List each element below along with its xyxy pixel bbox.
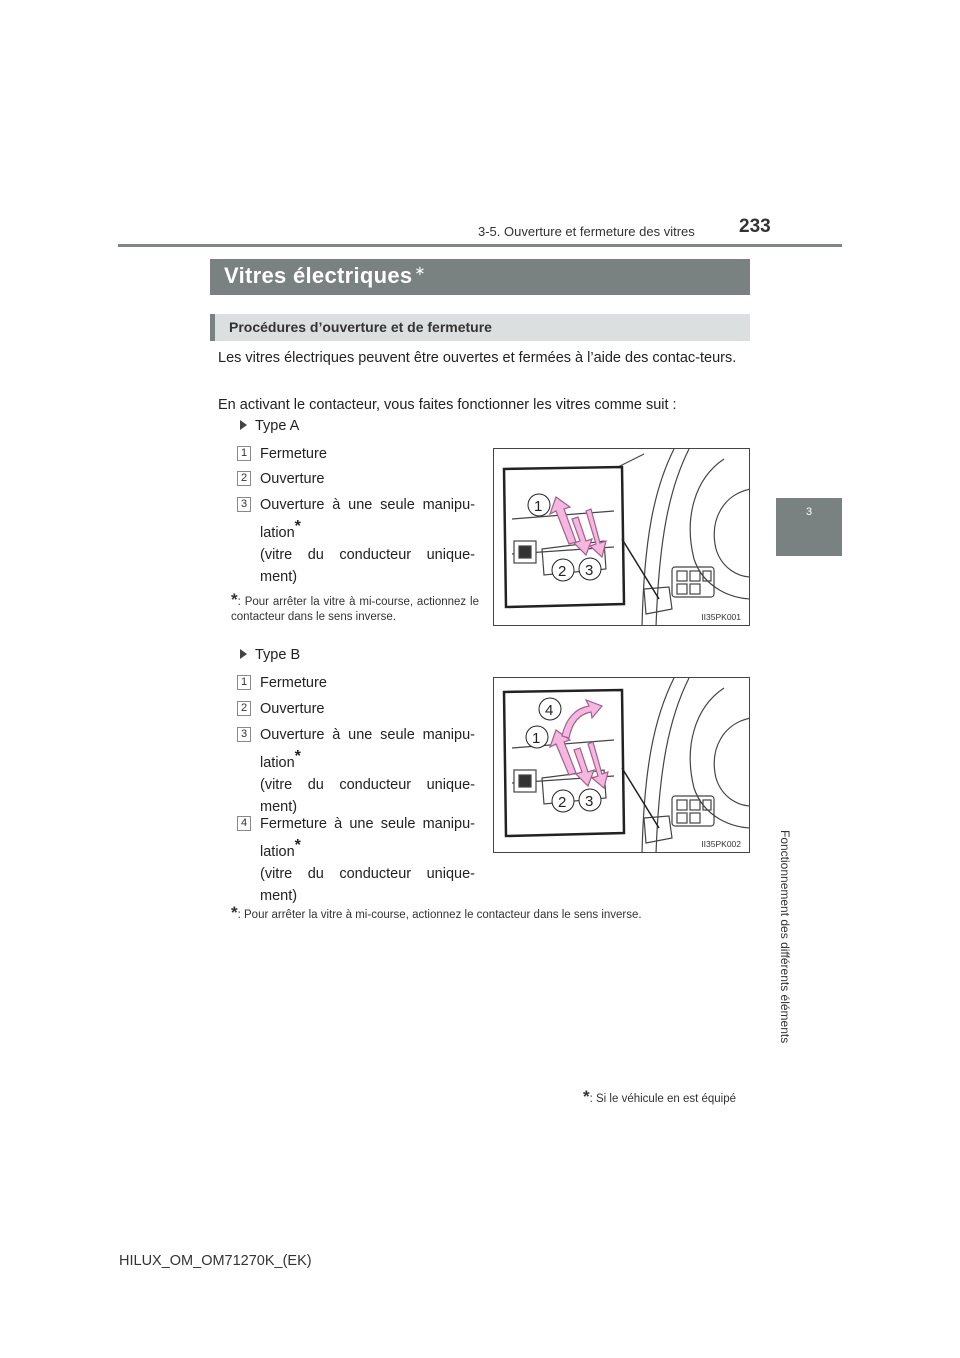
type-b-note-text: : Pour arrêter la vitre à mi-course, actionnez le contacteur dans le sens inverse.: [237, 909, 642, 921]
page-number: 233: [739, 216, 771, 237]
type-a-item-2: Ouverture: [260, 471, 325, 487]
figure-a-label-1: 1: [534, 498, 543, 515]
type-b-item-2-number: 2: [237, 701, 251, 716]
type-b-item-3-extra: (vitre du conducteur unique-ment): [260, 777, 475, 815]
window-switch-illustration-b: [494, 678, 750, 853]
type-a-item-3-text: Ouverture à une seule manipu-lation: [260, 497, 475, 541]
figure-type-b: [493, 677, 750, 853]
type-b-heading: [240, 647, 300, 663]
type-a-item-1: Fermeture: [260, 446, 327, 462]
type-b-label: Type B: [255, 647, 301, 663]
page-title-text: Vitres électriques: [224, 263, 413, 288]
document-footer-code: HILUX_OM_OM71270K_(EK): [119, 1253, 312, 1269]
equipped-note: [583, 1087, 736, 1107]
chapter-title-vertical: Fonctionnement des différents éléments: [778, 830, 792, 1044]
figure-b-code: II35PK002: [701, 839, 741, 849]
type-a-note-star: *: [231, 590, 238, 609]
type-b-item-4-extra: (vitre du conducteur unique-ment): [260, 866, 475, 904]
page-title: [210, 259, 750, 295]
figure-b-label-1: 1: [532, 730, 541, 747]
section-subheading: Procédures d’ouverture et de fermeture: [210, 314, 750, 341]
type-b-item-1: Fermeture: [260, 675, 327, 691]
type-b-item-1-number: 1: [237, 675, 251, 690]
triangle-bullet-icon: [240, 420, 247, 430]
type-a-item-3-star: *: [294, 518, 301, 535]
type-a-heading: [240, 418, 299, 434]
type-b-note-star: *: [231, 903, 238, 922]
type-b-item-3-text: Ouverture à une seule manipu-lation: [260, 727, 475, 771]
type-b-note: [231, 903, 642, 923]
type-a-item-3-number: 3: [237, 497, 251, 512]
header-divider: [118, 244, 842, 247]
title-star: ∗: [414, 263, 426, 278]
type-a-item-1-number: 1: [237, 446, 251, 461]
type-b-item-4-text: Fermeture à une seule manipu-lation: [260, 816, 475, 860]
intro-paragraph-2: En activant le contacteur, vous faites fonctionner les vitres comme suit :: [218, 397, 677, 413]
figure-type-a: [493, 448, 750, 626]
type-a-item-3-extra: (vitre du conducteur unique-ment): [260, 547, 475, 585]
chapter-number: 3: [805, 506, 813, 518]
type-a-item-3: [260, 494, 475, 588]
figure-b-label-2: 2: [558, 794, 567, 811]
type-b-item-2: Ouverture: [260, 701, 325, 717]
window-switch-illustration-a: [494, 449, 750, 626]
triangle-bullet-icon: [240, 649, 247, 659]
equipped-note-text: : Si le véhicule en est équipé: [589, 1093, 737, 1105]
type-b-item-4-star: *: [294, 837, 301, 854]
type-b-item-4-number: 4: [237, 816, 251, 831]
chapter-tab: [776, 498, 842, 556]
type-b-item-3-number: 3: [237, 727, 251, 742]
header-section-title: 3-5. Ouverture et fermeture des vitres: [478, 224, 695, 239]
figure-a-label-3: 3: [585, 562, 594, 579]
equipped-note-star: *: [583, 1087, 590, 1106]
figure-b-label-3: 3: [585, 793, 594, 810]
type-a-note: [231, 592, 479, 625]
figure-a-code: II35PK001: [701, 612, 741, 622]
type-a-item-2-number: 2: [237, 471, 251, 486]
type-b-item-4: [260, 813, 475, 907]
intro-paragraph-1: Les vitres électriques peuvent être ouvertes et fermées à l’aide des contac-teurs.: [218, 350, 737, 366]
type-a-label: Type A: [255, 418, 300, 434]
figure-b-label-4: 4: [545, 702, 554, 719]
type-b-item-3-star: *: [294, 748, 301, 765]
figure-a-label-2: 2: [558, 563, 567, 580]
type-a-note-text: : Pour arrêter la vitre à mi-course, actionnez le contacteur dans le sens inverse.: [231, 596, 479, 623]
type-b-item-3: [260, 724, 475, 818]
